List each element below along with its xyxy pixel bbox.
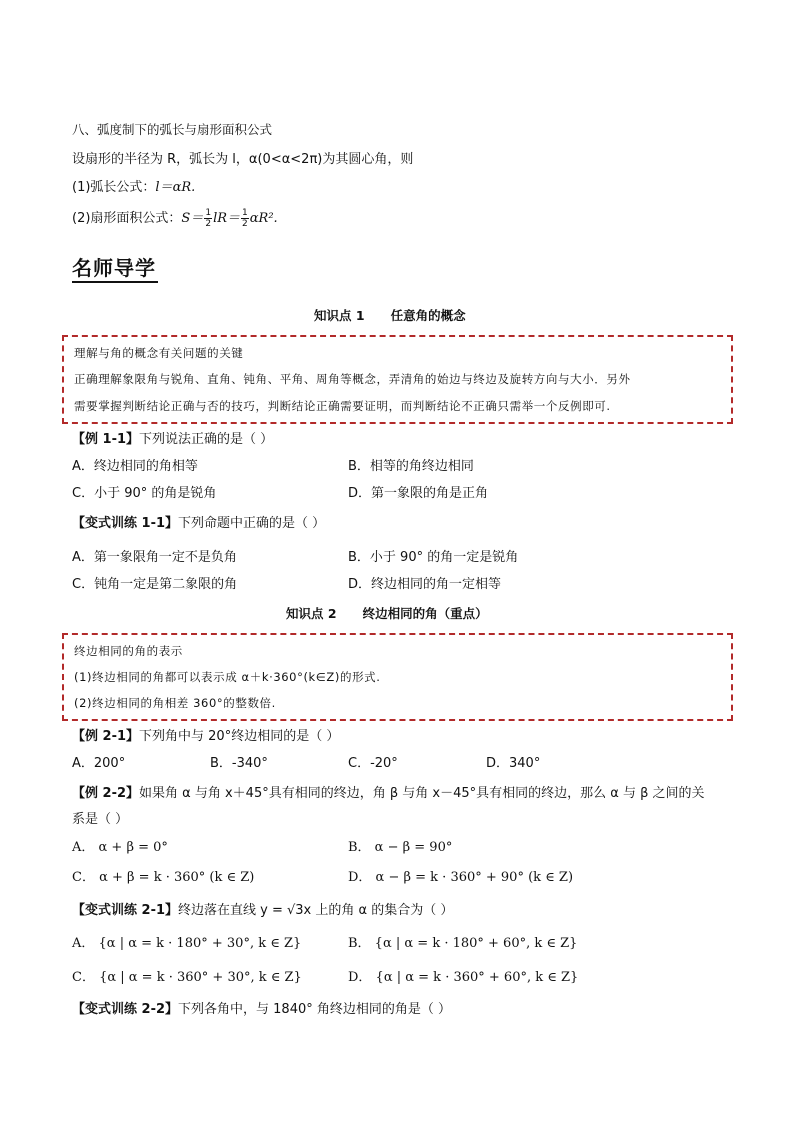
ex11-option-c: C．小于 90° 的角是锐角 [72, 486, 217, 501]
kp2-box-line1: (1)终边相同的角都可以表示成 α＋k·360°(k∈Z)的形式. [74, 670, 381, 684]
variant-tag: 【变式训练 2-2】 [72, 1002, 179, 1017]
ex21-option-b: B．-340° [210, 756, 268, 771]
var21-option-b: B． {α | α = k · 180° + 60°, k ∈ Z} [348, 936, 578, 951]
var11-option-a: A．第一象限角一定不是负角 [72, 550, 237, 565]
arc-length-formula [72, 176, 195, 195]
kp2-label: 知识点 2 [286, 606, 337, 621]
example-tag: 【例 2-1】 [72, 729, 140, 744]
variant-tag: 【变式训练 1-1】 [72, 516, 179, 531]
sector-area-formula [72, 207, 278, 229]
ex21-option-d: D．340° [486, 756, 541, 771]
variant-1-1-stem [72, 512, 325, 531]
variant-question: 终边落在直线 y = √3x 上的角 α 的集合为（ ） [178, 903, 454, 918]
area-mid: lR＝ [213, 211, 241, 226]
heading-underline [72, 281, 158, 283]
kp2-box-title: 终边相同的角的表示 [74, 644, 183, 658]
kp1-box-title: 理解与角的概念有关问题的关键 [74, 346, 244, 360]
kp1-box-line1: 正确理解象限角与锐角、直角、钝角、平角、周角等概念，弄清角的始边与终边及旋转方向与大小．另外 [74, 372, 631, 386]
example-2-2-stem-line1 [72, 782, 705, 801]
example-question: 如果角 α 与角 x＋45°具有相同的终边，角 β 与角 x－45°具有相同的终边，那么 α 与 β 之间的关 [139, 786, 705, 801]
example-question: 下列说法正确的是（ ） [139, 432, 274, 447]
ex11-option-d: D．第一象限的角是正角 [348, 486, 489, 501]
page-heading: 名师导学 [72, 256, 156, 280]
ex22-option-c: C． α + β = k · 360° (k ∈ Z) [72, 870, 255, 885]
kp2-box-line2: (2)终边相同的角相差 360°的整数倍. [74, 696, 276, 710]
ex22-option-b: B． α − β = 90° [348, 840, 453, 855]
ex21-option-c: C．-20° [348, 756, 398, 771]
var21-option-c: C． {α | α = k · 360° + 30°, k ∈ Z} [72, 970, 302, 985]
area-end: αR². [249, 211, 278, 226]
arc-length-label: (1)弧长公式： [72, 180, 156, 195]
var11-option-b: B．小于 90° 的角一定是锐角 [348, 550, 519, 565]
variant-tag: 【变式训练 2-1】 [72, 903, 179, 918]
fraction-denominator: 2 [242, 219, 248, 229]
sector-area-label: (2)扇形面积公式： [72, 211, 182, 226]
variant-question: 下列命题中正确的是（ ） [178, 516, 326, 531]
kp2-note-box [62, 633, 733, 721]
variant-2-1-stem [72, 899, 453, 918]
var21-option-d: D． {α | α = k · 360° + 60°, k ∈ Z} [348, 970, 579, 985]
var21-option-a: A． {α | α = k · 180° + 30°, k ∈ Z} [72, 936, 302, 951]
fraction-half-1 [204, 208, 212, 229]
fraction-denominator: 2 [205, 219, 212, 229]
example-2-1-stem [72, 725, 339, 744]
ex11-option-b: B．相等的角终边相同 [348, 459, 474, 474]
example-1-1-stem [72, 428, 273, 447]
example-tag: 【例 1-1】 [72, 432, 140, 447]
area-s: S＝ [181, 211, 204, 226]
variant-question: 下列各角中，与 1840° 角终边相同的角是（ ） [178, 1002, 451, 1017]
fraction-numerator: 1 [242, 208, 248, 218]
kp1-label: 知识点 1 [314, 308, 365, 323]
knowledge-point-1-title [314, 306, 466, 324]
kp2-topic: 终边相同的角（重点） [362, 606, 488, 621]
fraction-half-2 [241, 208, 249, 229]
arc-length-expression: l＝αR. [155, 180, 196, 195]
ex22-option-d: D． α − β = k · 360° + 90° (k ∈ Z) [348, 870, 574, 885]
sector-setup-text: 设扇形的半径为 R，弧长为 l，α(0<α<2π)为其圆心角，则 [72, 152, 414, 167]
kp1-topic: 任意角的概念 [390, 308, 466, 323]
variant-2-2-stem [72, 998, 451, 1017]
ex22-option-a: A． α + β = 0° [72, 840, 168, 855]
var11-option-c: C．钝角一定是第二象限的角 [72, 577, 238, 592]
kp1-note-box [62, 335, 733, 424]
example-tag: 【例 2-2】 [72, 786, 140, 801]
var11-option-d: D．终边相同的角一定相等 [348, 577, 502, 592]
example-question: 下列角中与 20°终边相同的是（ ） [139, 729, 340, 744]
example-2-2-stem-line2: 系是（ ） [72, 812, 129, 827]
knowledge-point-2-title [286, 604, 488, 622]
kp1-box-line2: 需要掌握判断结论正确与否的技巧，判断结论正确需要证明，而判断结论不正确只需举一个反例即可. [74, 399, 611, 413]
fraction-numerator: 1 [205, 208, 212, 218]
ex21-option-a: A．200° [72, 756, 126, 771]
section-title: 八、弧度制下的弧长与扇形面积公式 [72, 122, 273, 137]
ex11-option-a: A．终边相同的角相等 [72, 459, 198, 474]
